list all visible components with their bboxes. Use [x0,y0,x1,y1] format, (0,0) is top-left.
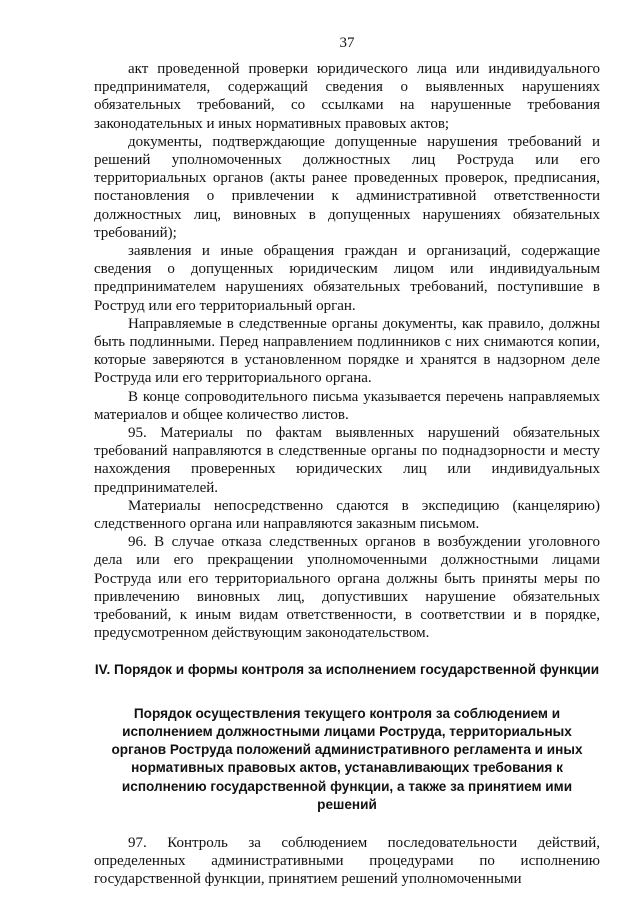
document-page [94,34,600,889]
paragraph-item-95: 95. Материалы по фактам выявленных нарушений обязательных требований направляются в следственные органы по поднадзорности и месту нахождения проверенных юридических лиц или индивидуальных предпринимателей. [94,425,600,496]
paragraph-delivery: Материалы непосредственно сдаются в экспедицию (канцелярию) следственного органа или направляются заказным письмом. [94,497,600,533]
paragraph-original-documents: Направляемые в следственные органы документы, как правило, должны быть подлинными. Перед направлением подлинников с них снимаются копии, которые заверяются в установленном порядке и хранятся в надзорном деле Роструда или его территориального органа. [94,315,600,387]
paragraph-item-97: 97. Контроль за соблюдением последовательности действий, определенных административными процедурами по исполнению государственной функции, принятием решений уполномоченными [94,834,600,888]
section-heading: IV. Порядок и формы контроля за исполнением государственной функции [94,661,600,677]
paragraph-violation-documents: документы, подтверждающие допущенные нарушения требований и решений уполномоченных должностных лиц Роструда или его территориальных органов (акты ранее проведенных проверок, предписания, постановления о привлечении к административной ответственности должностных лиц, виновных в допущенных нарушениях обязательных требований); [94,133,600,241]
paragraph-cover-letter: В конце сопроводительного письма указывается перечень направляемых материалов и общее количество листов. [94,388,600,423]
paragraph-citizen-statements: заявления и иные обращения граждан и организаций, содержащие сведения о допущенных юридическим лицом или индивидуальным предпринимателем нарушениях обязательных требований, поступившие в Роструд или его территориальный орган. [94,243,600,314]
subsection-heading: Порядок осуществления текущего контроля за соблюдением и исполнением должностными лицами Роструда, территориальных органов Роструда положений административного регламента и иных нормативных правовых актов, устанавливающих требования к исполнению государственной функции, а также за принятием ими решений [111,705,583,812]
paragraph-act-of-inspection: акт проведенной проверки юридического лица или индивидуального предпринимателя, содержащий сведения о выявленных нарушениях обязательных требований, со ссылками на нарушенные требования законодательных и иных нормативных правовых актов; [94,61,600,132]
page-number: 37 [339,35,355,51]
paragraph-item-96: 96. В случае отказа следственных органов в возбуждении уголовного дела или его прекращении уполномоченными должностными лицами Роструда или его территориального органа должны быть приняты меры по привлечению виновных лиц, допустивших нарушение обязательных требований, к иным видам ответственности, в соответствии и в порядке, предусмотренном действующим законодательством. [94,534,600,642]
